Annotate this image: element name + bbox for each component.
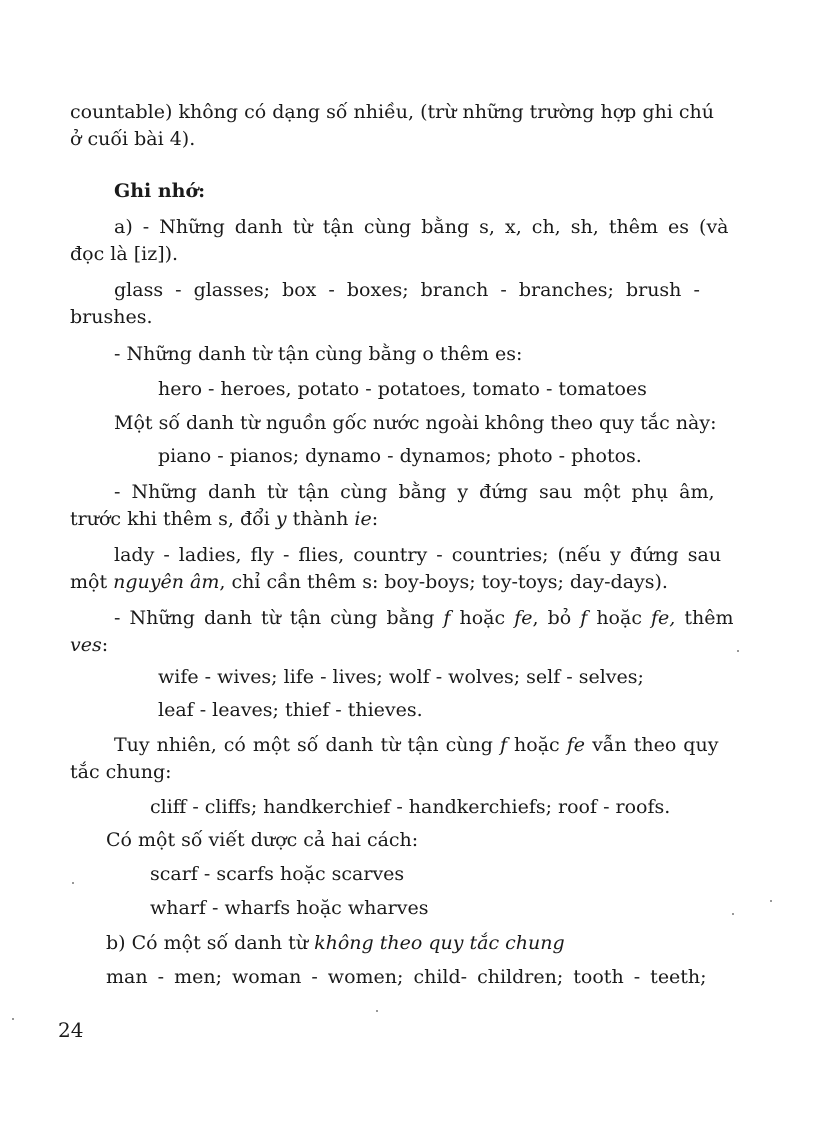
italic-text: ves [70, 634, 102, 656]
rule-f-line [70, 632, 108, 658]
scan-speck [732, 913, 734, 915]
rule-b-line [106, 930, 565, 956]
scan-speck [737, 650, 739, 652]
rule-y-line [70, 506, 378, 532]
rule-f-line [114, 605, 734, 631]
text-span: thêm [684, 607, 734, 629]
italic-text: fe [514, 607, 533, 629]
scan-speck [72, 882, 74, 884]
text-span: hoặc [596, 607, 642, 629]
italic-text: ie [354, 508, 372, 530]
text-span: b) Có một số danh từ [106, 932, 309, 954]
text-span: vẫn theo quy [592, 734, 719, 756]
example-line: hero - heroes, potato - potatoes, tomato - tomatoes [158, 378, 647, 400]
scan-speck [12, 1018, 14, 1020]
example-line: leaf - leaves; thief - thieves. [158, 699, 423, 721]
example-line: brushes. [70, 306, 153, 328]
example-line: man - men; woman - women; child- children; tooth - teeth; [106, 966, 707, 988]
text-span: một [70, 571, 108, 593]
example-line: cliff - cliffs; handkerchief - handkerchiefs; roof - roofs. [150, 796, 671, 818]
text-span: , bỏ [532, 607, 572, 629]
italic-text: f [499, 734, 507, 756]
text-span: , chỉ cần thêm s: boy-boys; toy-toys; day-days). [219, 571, 668, 593]
rule-y-line: - Những danh từ tận cùng bằng y đứng sau một phụ âm, [114, 481, 715, 503]
example-line: piano - pianos; dynamo - dynamos; photo - photos. [158, 445, 642, 467]
italic-text: fe, [651, 607, 676, 629]
example-line: lady - ladies, fly - flies, country - countries; (nếu y đứng sau [114, 544, 722, 566]
both-ways-line: Có một số viết dược cả hai cách: [106, 829, 419, 851]
page-number: 24 [58, 1018, 84, 1042]
example-line: wharf - wharfs hoặc wharves [150, 897, 429, 919]
italic-text: f [580, 607, 588, 629]
italic-text: fe [566, 734, 586, 756]
section-heading: Ghi nhớ: [114, 180, 206, 202]
italic-text: y [275, 508, 287, 530]
text-span: : [371, 508, 379, 530]
text-span: trước khi thêm s, đổi [70, 508, 270, 530]
paragraph-line [70, 99, 745, 125]
text-span: hoặc [514, 734, 560, 756]
italic-text: nguyên âm [113, 571, 220, 593]
italic-text: f [443, 607, 451, 629]
rule-o-line: - Những danh từ tận cùng bằng o thêm es: [114, 343, 523, 365]
italic-text: không theo quy tắc chung [314, 932, 565, 954]
example-line [70, 569, 668, 595]
rule-a-line: đọc là [iz]). [70, 243, 179, 265]
example-line: glass - glasses; box - boxes; branch - branches; brush - [114, 279, 700, 301]
exception-line: Một số danh từ nguồn gốc nước ngoài không theo quy tắc này: [114, 412, 717, 434]
example-line: wife - wives; life - lives; wolf - wolves; self - selves; [158, 666, 644, 688]
paragraph-line: ở cuối bài 4). [70, 128, 196, 150]
text-line: countable) không có dạng số nhiều, (trừ những trường hợp ghi chú [70, 101, 714, 123]
scan-speck [376, 1010, 378, 1012]
text-span: - Những danh từ tận cùng bằng [114, 607, 435, 629]
rule-a-line: a) - Những danh từ tận cùng bằng s, x, ch, sh, thêm es (và [114, 216, 729, 238]
however-line [114, 732, 718, 758]
example-line: scarf - scarfs hoặc scarves [150, 863, 405, 885]
text-span: : [101, 634, 109, 656]
scan-speck [770, 900, 772, 902]
text-span: thành [292, 508, 349, 530]
text-span: hoặc [459, 607, 506, 629]
however-line: tắc chung: [70, 761, 172, 783]
text-span: Tuy nhiên, có một số danh từ tận cùng [114, 734, 493, 756]
